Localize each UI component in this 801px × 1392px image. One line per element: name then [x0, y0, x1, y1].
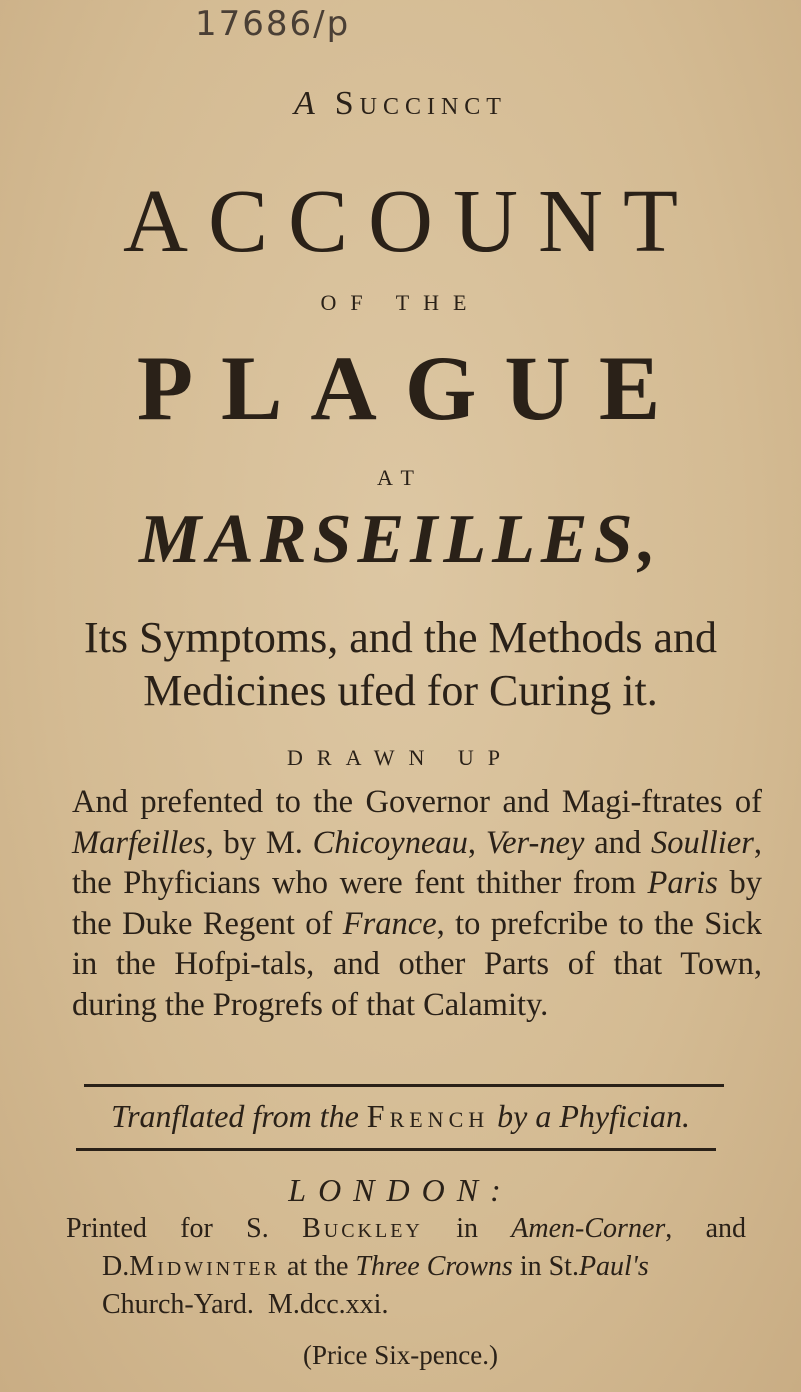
- imprint-line-3: Church-Yard. M.dcc.xxi.: [102, 1289, 389, 1320]
- text: , by M.: [205, 824, 313, 861]
- place-name: Three Crowns: [355, 1251, 513, 1282]
- text: , to prefcribe to the Sick in the Hofpi-tals, and other Parts of that Town, during the Progrefs of that Calamity.: [72, 905, 762, 1023]
- text: French: [366, 1098, 490, 1134]
- divider-rule-top: [84, 1084, 724, 1087]
- text: , the Phyficians who were fent thither from: [72, 824, 762, 901]
- text: in: [456, 1213, 478, 1244]
- place-name: Amen-Corner: [511, 1213, 666, 1244]
- place-name: Paul's: [578, 1251, 649, 1282]
- text: by a Phyfician.: [497, 1098, 690, 1134]
- text: And prefented to the Governor and Magi-ftrates of: [72, 784, 762, 820]
- divider-rule-bottom: [76, 1148, 716, 1151]
- text: Tranflated from the: [111, 1098, 359, 1134]
- title-account: ACCOUNT: [122, 172, 698, 271]
- text: , and: [665, 1213, 747, 1244]
- text: D.: [102, 1251, 130, 1282]
- price: (Price Six-pence.): [303, 1340, 498, 1370]
- title-at: AT: [377, 465, 424, 490]
- text: ,: [467, 824, 486, 861]
- title-marseilles: MARSEILLES,: [138, 501, 663, 578]
- translated-line: [0, 1098, 801, 1135]
- title-a: A: [294, 85, 321, 122]
- title-succinct: Succinct: [334, 85, 507, 122]
- imprint-line-1: [66, 1210, 746, 1248]
- title-plague: PLAGUE: [136, 337, 689, 439]
- subtitle-line-1: Its Symptoms, and the Methods and: [83, 613, 718, 662]
- title-of-the: OF THE: [320, 290, 481, 315]
- printer-name: Buckley: [302, 1213, 423, 1244]
- imprint-city: LONDON:: [288, 1172, 513, 1208]
- place-name: France: [342, 905, 437, 942]
- drawn-up: DRAWN UP: [287, 745, 514, 770]
- person-name: Ver-ney: [485, 824, 585, 861]
- subtitle-line-2: Medicines ufed for Curing it.: [143, 666, 658, 715]
- title-line-succinct: [0, 85, 801, 123]
- text: in St.: [519, 1251, 579, 1282]
- person-name: Soullier: [650, 824, 754, 861]
- place-name: Marfeilles: [72, 824, 206, 861]
- text: Printed for S.: [66, 1213, 269, 1244]
- person-name: Chicoyneau: [312, 824, 468, 861]
- place-name: Paris: [647, 865, 718, 901]
- imprint-line-2: [66, 1248, 746, 1286]
- imprint: [66, 1210, 746, 1324]
- text: at the: [287, 1251, 349, 1282]
- text: by the Duke Regent of: [72, 865, 762, 942]
- text: and: [584, 824, 651, 861]
- description-paragraph: [72, 782, 762, 1025]
- handwritten-shelfmark: 17686/p: [195, 4, 351, 44]
- printer-name: Midwinter: [129, 1251, 280, 1282]
